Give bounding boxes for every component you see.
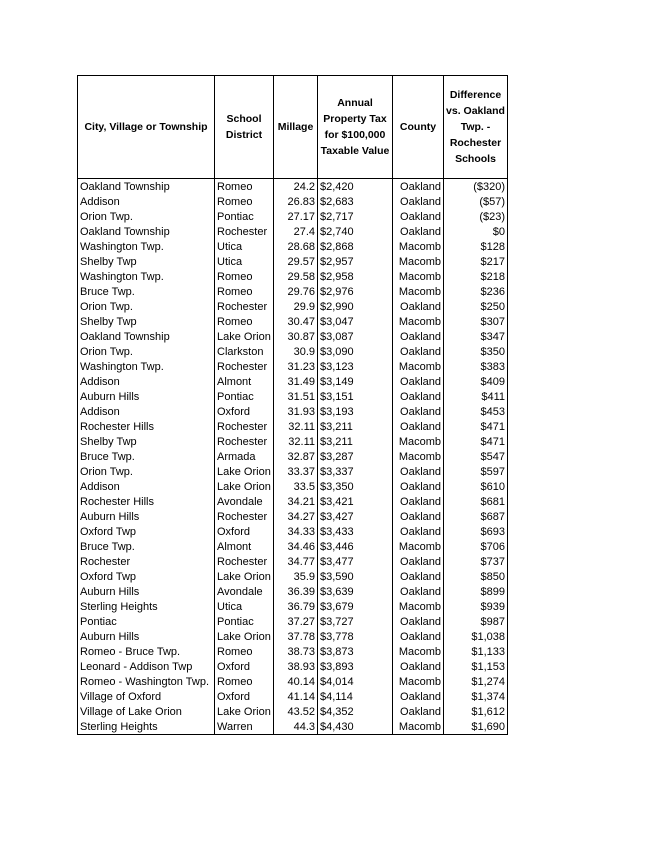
annual-tax-cell: $2,683 bbox=[318, 194, 393, 209]
school-district-cell: Romeo bbox=[215, 269, 274, 284]
city-cell: Oakland Township bbox=[78, 224, 215, 239]
county-cell: Oakland bbox=[393, 389, 444, 404]
difference-cell: $1,133 bbox=[444, 644, 508, 659]
difference-cell: $899 bbox=[444, 584, 508, 599]
table-row bbox=[78, 449, 508, 464]
difference-cell: $1,038 bbox=[444, 629, 508, 644]
school-district-cell: Lake Orion bbox=[215, 479, 274, 494]
header-millage: Millage bbox=[274, 76, 318, 179]
difference-cell: $218 bbox=[444, 269, 508, 284]
annual-tax-cell: $3,193 bbox=[318, 404, 393, 419]
millage-cell: 40.14 bbox=[274, 674, 318, 689]
millage-cell: 37.78 bbox=[274, 629, 318, 644]
county-cell: Oakland bbox=[393, 524, 444, 539]
difference-cell: $236 bbox=[444, 284, 508, 299]
city-cell: Addison bbox=[78, 374, 215, 389]
difference-cell: $597 bbox=[444, 464, 508, 479]
millage-cell: 28.68 bbox=[274, 239, 318, 254]
school-district-cell: Lake Orion bbox=[215, 569, 274, 584]
school-district-cell: Pontiac bbox=[215, 209, 274, 224]
city-cell: Washington Twp. bbox=[78, 269, 215, 284]
city-cell: Bruce Twp. bbox=[78, 539, 215, 554]
table-row bbox=[78, 539, 508, 554]
table-row bbox=[78, 569, 508, 584]
city-cell: Shelby Twp bbox=[78, 314, 215, 329]
school-district-cell: Utica bbox=[215, 254, 274, 269]
annual-tax-cell: $4,352 bbox=[318, 704, 393, 719]
school-district-cell: Avondale bbox=[215, 494, 274, 509]
table-row bbox=[78, 674, 508, 689]
county-cell: Oakland bbox=[393, 569, 444, 584]
millage-cell: 31.23 bbox=[274, 359, 318, 374]
county-cell: Macomb bbox=[393, 644, 444, 659]
school-district-cell: Romeo bbox=[215, 674, 274, 689]
difference-cell: $128 bbox=[444, 239, 508, 254]
millage-cell: 35.9 bbox=[274, 569, 318, 584]
difference-cell: $409 bbox=[444, 374, 508, 389]
difference-cell: $1,612 bbox=[444, 704, 508, 719]
table-row bbox=[78, 659, 508, 674]
city-cell: Addison bbox=[78, 194, 215, 209]
table-row bbox=[78, 689, 508, 704]
annual-tax-cell: $3,421 bbox=[318, 494, 393, 509]
school-district-cell: Almont bbox=[215, 539, 274, 554]
city-cell: Addison bbox=[78, 404, 215, 419]
annual-tax-cell: $3,590 bbox=[318, 569, 393, 584]
difference-cell: ($320) bbox=[444, 179, 508, 195]
table-row bbox=[78, 329, 508, 344]
millage-cell: 44.3 bbox=[274, 719, 318, 735]
city-cell: Leonard - Addison Twp bbox=[78, 659, 215, 674]
city-cell: Shelby Twp bbox=[78, 434, 215, 449]
school-district-cell: Rochester bbox=[215, 299, 274, 314]
difference-cell: $453 bbox=[444, 404, 508, 419]
difference-cell: $217 bbox=[444, 254, 508, 269]
annual-tax-cell: $2,957 bbox=[318, 254, 393, 269]
table-row bbox=[78, 404, 508, 419]
county-cell: Oakland bbox=[393, 329, 444, 344]
school-district-cell: Lake Orion bbox=[215, 704, 274, 719]
annual-tax-cell: $3,727 bbox=[318, 614, 393, 629]
school-district-cell: Clarkston bbox=[215, 344, 274, 359]
city-cell: Oakland Township bbox=[78, 179, 215, 195]
school-district-cell: Rochester bbox=[215, 419, 274, 434]
annual-tax-cell: $3,047 bbox=[318, 314, 393, 329]
school-district-cell: Rochester bbox=[215, 359, 274, 374]
annual-tax-cell: $3,679 bbox=[318, 599, 393, 614]
annual-tax-cell: $2,740 bbox=[318, 224, 393, 239]
county-cell: Oakland bbox=[393, 179, 444, 195]
difference-cell: $1,374 bbox=[444, 689, 508, 704]
annual-tax-cell: $3,893 bbox=[318, 659, 393, 674]
annual-tax-cell: $3,639 bbox=[318, 584, 393, 599]
city-cell: Oxford Twp bbox=[78, 524, 215, 539]
table-row bbox=[78, 209, 508, 224]
school-district-cell: Oxford bbox=[215, 659, 274, 674]
table-row bbox=[78, 494, 508, 509]
annual-tax-cell: $3,149 bbox=[318, 374, 393, 389]
county-cell: Macomb bbox=[393, 314, 444, 329]
county-cell: Oakland bbox=[393, 194, 444, 209]
county-cell: Macomb bbox=[393, 254, 444, 269]
school-district-cell: Almont bbox=[215, 374, 274, 389]
table-body bbox=[78, 179, 508, 735]
annual-tax-cell: $3,337 bbox=[318, 464, 393, 479]
difference-cell: $411 bbox=[444, 389, 508, 404]
annual-tax-cell: $2,868 bbox=[318, 239, 393, 254]
difference-cell: ($57) bbox=[444, 194, 508, 209]
county-cell: Macomb bbox=[393, 239, 444, 254]
table-row bbox=[78, 224, 508, 239]
city-cell: Auburn Hills bbox=[78, 584, 215, 599]
school-district-cell: Utica bbox=[215, 239, 274, 254]
city-cell: Washington Twp. bbox=[78, 359, 215, 374]
county-cell: Macomb bbox=[393, 599, 444, 614]
difference-cell: $610 bbox=[444, 479, 508, 494]
school-district-cell: Lake Orion bbox=[215, 329, 274, 344]
county-cell: Macomb bbox=[393, 674, 444, 689]
table-row bbox=[78, 704, 508, 719]
annual-tax-cell: $3,090 bbox=[318, 344, 393, 359]
city-cell: Washington Twp. bbox=[78, 239, 215, 254]
table-row bbox=[78, 314, 508, 329]
county-cell: Macomb bbox=[393, 719, 444, 735]
header-annual-tax: Annual Property Tax for $100,000 Taxable Value bbox=[318, 76, 393, 179]
difference-cell: $471 bbox=[444, 434, 508, 449]
city-cell: Orion Twp. bbox=[78, 344, 215, 359]
city-cell: Orion Twp. bbox=[78, 209, 215, 224]
annual-tax-cell: $3,123 bbox=[318, 359, 393, 374]
school-district-cell: Lake Orion bbox=[215, 464, 274, 479]
difference-cell: $987 bbox=[444, 614, 508, 629]
annual-tax-cell: $3,211 bbox=[318, 419, 393, 434]
millage-cell: 29.9 bbox=[274, 299, 318, 314]
difference-cell: $0 bbox=[444, 224, 508, 239]
table-row bbox=[78, 614, 508, 629]
county-cell: Macomb bbox=[393, 269, 444, 284]
city-cell: Auburn Hills bbox=[78, 389, 215, 404]
difference-cell: $471 bbox=[444, 419, 508, 434]
difference-cell: $307 bbox=[444, 314, 508, 329]
table-row bbox=[78, 284, 508, 299]
difference-cell: $1,274 bbox=[444, 674, 508, 689]
table-row bbox=[78, 524, 508, 539]
table-row bbox=[78, 719, 508, 735]
county-cell: Oakland bbox=[393, 209, 444, 224]
millage-cell: 32.11 bbox=[274, 434, 318, 449]
table-row bbox=[78, 239, 508, 254]
county-cell: Macomb bbox=[393, 449, 444, 464]
table-row bbox=[78, 479, 508, 494]
county-cell: Macomb bbox=[393, 539, 444, 554]
difference-cell: $250 bbox=[444, 299, 508, 314]
annual-tax-cell: $2,958 bbox=[318, 269, 393, 284]
millage-cell: 32.11 bbox=[274, 419, 318, 434]
millage-cell: 31.93 bbox=[274, 404, 318, 419]
city-cell: Auburn Hills bbox=[78, 509, 215, 524]
millage-cell: 29.57 bbox=[274, 254, 318, 269]
header-county: County bbox=[393, 76, 444, 179]
difference-cell: $939 bbox=[444, 599, 508, 614]
difference-cell: $687 bbox=[444, 509, 508, 524]
table-row bbox=[78, 194, 508, 209]
difference-cell: $383 bbox=[444, 359, 508, 374]
millage-cell: 43.52 bbox=[274, 704, 318, 719]
annual-tax-cell: $2,717 bbox=[318, 209, 393, 224]
difference-cell: $350 bbox=[444, 344, 508, 359]
city-cell: Bruce Twp. bbox=[78, 284, 215, 299]
table-row bbox=[78, 554, 508, 569]
table-row bbox=[78, 584, 508, 599]
difference-cell: $706 bbox=[444, 539, 508, 554]
tax-comparison-table bbox=[77, 75, 508, 735]
county-cell: Oakland bbox=[393, 554, 444, 569]
table-row bbox=[78, 359, 508, 374]
city-cell: Romeo - Bruce Twp. bbox=[78, 644, 215, 659]
table-row bbox=[78, 419, 508, 434]
county-cell: Oakland bbox=[393, 479, 444, 494]
table-row bbox=[78, 374, 508, 389]
school-district-cell: Romeo bbox=[215, 194, 274, 209]
school-district-cell: Rochester bbox=[215, 509, 274, 524]
county-cell: Oakland bbox=[393, 419, 444, 434]
annual-tax-cell: $3,433 bbox=[318, 524, 393, 539]
millage-cell: 36.79 bbox=[274, 599, 318, 614]
school-district-cell: Rochester bbox=[215, 434, 274, 449]
city-cell: Village of Lake Orion bbox=[78, 704, 215, 719]
annual-tax-cell: $4,014 bbox=[318, 674, 393, 689]
county-cell: Oakland bbox=[393, 404, 444, 419]
millage-cell: 30.9 bbox=[274, 344, 318, 359]
millage-cell: 33.37 bbox=[274, 464, 318, 479]
millage-cell: 34.77 bbox=[274, 554, 318, 569]
annual-tax-cell: $3,477 bbox=[318, 554, 393, 569]
county-cell: Oakland bbox=[393, 614, 444, 629]
school-district-cell: Avondale bbox=[215, 584, 274, 599]
header-difference: Difference vs. Oakland Twp. - Rochester Schools bbox=[444, 76, 508, 179]
difference-cell: $547 bbox=[444, 449, 508, 464]
difference-cell: $737 bbox=[444, 554, 508, 569]
millage-cell: 30.47 bbox=[274, 314, 318, 329]
table-row bbox=[78, 464, 508, 479]
annual-tax-cell: $3,287 bbox=[318, 449, 393, 464]
school-district-cell: Rochester bbox=[215, 554, 274, 569]
county-cell: Oakland bbox=[393, 374, 444, 389]
table-row bbox=[78, 599, 508, 614]
millage-cell: 34.27 bbox=[274, 509, 318, 524]
millage-cell: 27.17 bbox=[274, 209, 318, 224]
difference-cell: $681 bbox=[444, 494, 508, 509]
county-cell: Oakland bbox=[393, 224, 444, 239]
annual-tax-cell: $3,778 bbox=[318, 629, 393, 644]
county-cell: Oakland bbox=[393, 704, 444, 719]
city-cell: Rochester Hills bbox=[78, 494, 215, 509]
millage-cell: 34.21 bbox=[274, 494, 318, 509]
county-cell: Oakland bbox=[393, 299, 444, 314]
county-cell: Oakland bbox=[393, 659, 444, 674]
school-district-cell: Lake Orion bbox=[215, 629, 274, 644]
school-district-cell: Pontiac bbox=[215, 614, 274, 629]
county-cell: Oakland bbox=[393, 584, 444, 599]
millage-cell: 41.14 bbox=[274, 689, 318, 704]
annual-tax-cell: $2,420 bbox=[318, 179, 393, 195]
millage-cell: 38.93 bbox=[274, 659, 318, 674]
millage-cell: 34.33 bbox=[274, 524, 318, 539]
school-district-cell: Warren bbox=[215, 719, 274, 735]
school-district-cell: Romeo bbox=[215, 284, 274, 299]
annual-tax-cell: $3,211 bbox=[318, 434, 393, 449]
city-cell: Sterling Heights bbox=[78, 599, 215, 614]
county-cell: Macomb bbox=[393, 434, 444, 449]
city-cell: Oxford Twp bbox=[78, 569, 215, 584]
annual-tax-cell: $3,427 bbox=[318, 509, 393, 524]
city-cell: Shelby Twp bbox=[78, 254, 215, 269]
millage-cell: 33.5 bbox=[274, 479, 318, 494]
school-district-cell: Oxford bbox=[215, 689, 274, 704]
county-cell: Oakland bbox=[393, 494, 444, 509]
difference-cell: $850 bbox=[444, 569, 508, 584]
city-cell: Bruce Twp. bbox=[78, 449, 215, 464]
table-row bbox=[78, 434, 508, 449]
city-cell: Auburn Hills bbox=[78, 629, 215, 644]
table-row bbox=[78, 344, 508, 359]
county-cell: Oakland bbox=[393, 629, 444, 644]
table-row bbox=[78, 644, 508, 659]
annual-tax-cell: $3,087 bbox=[318, 329, 393, 344]
city-cell: Orion Twp. bbox=[78, 464, 215, 479]
county-cell: Macomb bbox=[393, 359, 444, 374]
county-cell: Oakland bbox=[393, 689, 444, 704]
annual-tax-cell: $4,430 bbox=[318, 719, 393, 735]
city-cell: Village of Oxford bbox=[78, 689, 215, 704]
millage-cell: 26.83 bbox=[274, 194, 318, 209]
annual-tax-cell: $3,350 bbox=[318, 479, 393, 494]
annual-tax-cell: $4,114 bbox=[318, 689, 393, 704]
table-row bbox=[78, 254, 508, 269]
millage-cell: 31.49 bbox=[274, 374, 318, 389]
millage-cell: 24.2 bbox=[274, 179, 318, 195]
difference-cell: $693 bbox=[444, 524, 508, 539]
table-row bbox=[78, 269, 508, 284]
annual-tax-cell: $3,873 bbox=[318, 644, 393, 659]
millage-cell: 36.39 bbox=[274, 584, 318, 599]
millage-cell: 37.27 bbox=[274, 614, 318, 629]
millage-cell: 38.73 bbox=[274, 644, 318, 659]
annual-tax-cell: $2,990 bbox=[318, 299, 393, 314]
header-row bbox=[78, 76, 508, 179]
county-cell: Oakland bbox=[393, 509, 444, 524]
school-district-cell: Utica bbox=[215, 599, 274, 614]
table-row bbox=[78, 389, 508, 404]
school-district-cell: Pontiac bbox=[215, 389, 274, 404]
header-school-district: School District bbox=[215, 76, 274, 179]
table-row bbox=[78, 179, 508, 195]
county-cell: Macomb bbox=[393, 284, 444, 299]
table-row bbox=[78, 509, 508, 524]
annual-tax-cell: $3,446 bbox=[318, 539, 393, 554]
city-cell: Rochester bbox=[78, 554, 215, 569]
difference-cell: $1,153 bbox=[444, 659, 508, 674]
table-row bbox=[78, 299, 508, 314]
school-district-cell: Rochester bbox=[215, 224, 274, 239]
millage-cell: 29.76 bbox=[274, 284, 318, 299]
difference-cell: ($23) bbox=[444, 209, 508, 224]
city-cell: Romeo - Washington Twp. bbox=[78, 674, 215, 689]
annual-tax-cell: $2,976 bbox=[318, 284, 393, 299]
city-cell: Oakland Township bbox=[78, 329, 215, 344]
city-cell: Rochester Hills bbox=[78, 419, 215, 434]
annual-tax-cell: $3,151 bbox=[318, 389, 393, 404]
millage-cell: 32.87 bbox=[274, 449, 318, 464]
city-cell: Pontiac bbox=[78, 614, 215, 629]
city-cell: Orion Twp. bbox=[78, 299, 215, 314]
millage-cell: 34.46 bbox=[274, 539, 318, 554]
millage-cell: 31.51 bbox=[274, 389, 318, 404]
table-row bbox=[78, 629, 508, 644]
school-district-cell: Oxford bbox=[215, 404, 274, 419]
school-district-cell: Oxford bbox=[215, 524, 274, 539]
school-district-cell: Romeo bbox=[215, 314, 274, 329]
city-cell: Addison bbox=[78, 479, 215, 494]
difference-cell: $1,690 bbox=[444, 719, 508, 735]
millage-cell: 29.58 bbox=[274, 269, 318, 284]
header-city: City, Village or Township bbox=[78, 76, 215, 179]
millage-cell: 27.4 bbox=[274, 224, 318, 239]
school-district-cell: Romeo bbox=[215, 644, 274, 659]
difference-cell: $347 bbox=[444, 329, 508, 344]
school-district-cell: Armada bbox=[215, 449, 274, 464]
county-cell: Oakland bbox=[393, 344, 444, 359]
school-district-cell: Romeo bbox=[215, 179, 274, 195]
county-cell: Oakland bbox=[393, 464, 444, 479]
millage-cell: 30.87 bbox=[274, 329, 318, 344]
city-cell: Sterling Heights bbox=[78, 719, 215, 735]
